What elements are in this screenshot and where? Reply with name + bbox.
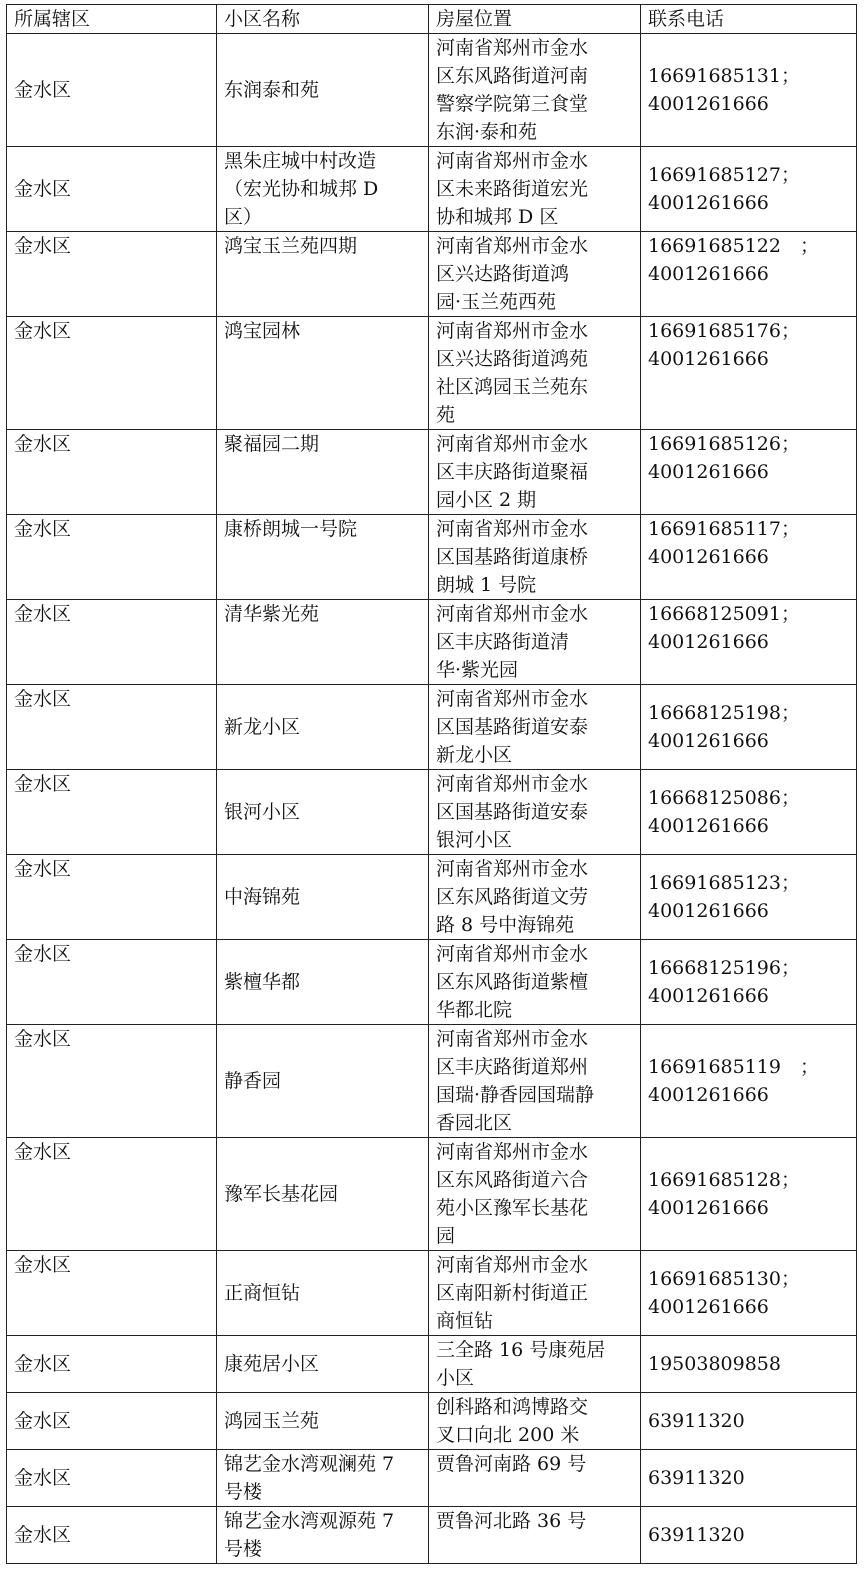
community-name-cell: 鸿宝玉兰苑四期: [217, 232, 429, 317]
table-row: [7, 1393, 857, 1450]
address-cell: 三全路 16 号康苑居 小区: [429, 1336, 641, 1393]
header-address: 房屋位置: [429, 5, 641, 34]
community-name-cell: 豫军长基花园: [217, 1138, 429, 1251]
phone-cell: 16691685122 ； 4001261666: [641, 232, 857, 317]
address-cell: 河南省郑州市金水 区兴达路街道鸿 园·玉兰苑西苑: [429, 232, 641, 317]
district-cell: 金水区: [7, 317, 217, 430]
phone-cell: 16668125091； 4001261666: [641, 600, 857, 685]
housing-table: [6, 4, 857, 1564]
community-name-cell: 紫檀华都: [217, 940, 429, 1025]
address-cell: 河南省郑州市金水 区国基路街道康桥 朗城 1 号院: [429, 515, 641, 600]
district-cell: 金水区: [7, 1450, 217, 1507]
community-name-cell: 黑朱庄城中村改造 （宏光协和城邦 D 区）: [217, 147, 429, 232]
district-cell: 金水区: [7, 685, 217, 770]
table-row: [7, 515, 857, 600]
address-cell: 贾鲁河北路 36 号: [429, 1507, 641, 1564]
phone-cell: 16691685127； 4001261666: [641, 147, 857, 232]
table-row: [7, 1507, 857, 1564]
phone-cell: 16691685119 ； 4001261666: [641, 1025, 857, 1138]
address-cell: 河南省郑州市金水 区东风路街道紫檀 华都北院: [429, 940, 641, 1025]
table-row: [7, 232, 857, 317]
phone-cell: 16691685131； 4001261666: [641, 34, 857, 147]
phone-cell: 16691685130； 4001261666: [641, 1251, 857, 1336]
address-cell: 河南省郑州市金水 区东风路街道文劳 路 8 号中海锦苑: [429, 855, 641, 940]
community-name-cell: 康桥朗城一号院: [217, 515, 429, 600]
table-row: [7, 770, 857, 855]
table-row: [7, 685, 857, 770]
phone-cell: 16691685123； 4001261666: [641, 855, 857, 940]
community-name-cell: 鸿宝园林: [217, 317, 429, 430]
address-cell: 贾鲁河南路 69 号: [429, 1450, 641, 1507]
district-cell: 金水区: [7, 855, 217, 940]
phone-cell: 16691685128； 4001261666: [641, 1138, 857, 1251]
district-cell: 金水区: [7, 1138, 217, 1251]
table-row: [7, 1138, 857, 1251]
table-row: [7, 855, 857, 940]
phone-cell: 16668125086； 4001261666: [641, 770, 857, 855]
address-cell: 河南省郑州市金水 区国基路街道安泰 银河小区: [429, 770, 641, 855]
address-cell: 河南省郑州市金水 区未来路街道宏光 协和城邦 D 区: [429, 147, 641, 232]
phone-cell: 16668125196； 4001261666: [641, 940, 857, 1025]
phone-cell: 19503809858: [641, 1336, 857, 1393]
address-cell: 河南省郑州市金水 区丰庆路街道聚福 园小区 2 期: [429, 430, 641, 515]
community-name-cell: 东润泰和苑: [217, 34, 429, 147]
district-cell: 金水区: [7, 232, 217, 317]
address-cell: 河南省郑州市金水 区丰庆路街道郑州 国瑞·静香园国瑞静 香园北区: [429, 1025, 641, 1138]
phone-cell: 16691685126； 4001261666: [641, 430, 857, 515]
district-cell: 金水区: [7, 1251, 217, 1336]
district-cell: 金水区: [7, 940, 217, 1025]
district-cell: 金水区: [7, 770, 217, 855]
table-row: [7, 430, 857, 515]
header-row: [7, 5, 857, 34]
table-row: [7, 1025, 857, 1138]
address-cell: 创科路和鸿博路交 叉口向北 200 米: [429, 1393, 641, 1450]
table-row: [7, 940, 857, 1025]
district-cell: 金水区: [7, 34, 217, 147]
address-cell: 河南省郑州市金水 区东风路街道河南 警察学院第三食堂 东润·泰和苑: [429, 34, 641, 147]
phone-cell: 16691685176； 4001261666: [641, 317, 857, 430]
table-row: [7, 147, 857, 232]
district-cell: 金水区: [7, 1336, 217, 1393]
address-cell: 河南省郑州市金水 区丰庆路街道清 华·紫光园: [429, 600, 641, 685]
district-cell: 金水区: [7, 515, 217, 600]
district-cell: 金水区: [7, 430, 217, 515]
district-cell: 金水区: [7, 1025, 217, 1138]
community-name-cell: 锦艺金水湾观澜苑 7 号楼: [217, 1450, 429, 1507]
community-name-cell: 银河小区: [217, 770, 429, 855]
community-name-cell: 锦艺金水湾观源苑 7 号楼: [217, 1507, 429, 1564]
phone-cell: 16691685117； 4001261666: [641, 515, 857, 600]
district-cell: 金水区: [7, 1507, 217, 1564]
table-row: [7, 34, 857, 147]
district-cell: 金水区: [7, 600, 217, 685]
table-row: [7, 1251, 857, 1336]
table-row: [7, 600, 857, 685]
phone-cell: 63911320: [641, 1507, 857, 1564]
phone-cell: 16668125198； 4001261666: [641, 685, 857, 770]
community-name-cell: 静香园: [217, 1025, 429, 1138]
table-row: [7, 317, 857, 430]
address-cell: 河南省郑州市金水 区国基路街道安泰 新龙小区: [429, 685, 641, 770]
table-row: [7, 1336, 857, 1393]
community-name-cell: 康苑居小区: [217, 1336, 429, 1393]
address-cell: 河南省郑州市金水 区南阳新村街道正 商恒钻: [429, 1251, 641, 1336]
community-name-cell: 清华紫光苑: [217, 600, 429, 685]
header-community-name: 小区名称: [217, 5, 429, 34]
header-district: 所属辖区: [7, 5, 217, 34]
address-cell: 河南省郑州市金水 区兴达路街道鸿苑 社区鸿园玉兰苑东 苑: [429, 317, 641, 430]
table-row: [7, 1450, 857, 1507]
phone-cell: 63911320: [641, 1393, 857, 1450]
community-name-cell: 鸿园玉兰苑: [217, 1393, 429, 1450]
community-name-cell: 正商恒钻: [217, 1251, 429, 1336]
phone-cell: 63911320: [641, 1450, 857, 1507]
header-phone: 联系电话: [641, 5, 857, 34]
district-cell: 金水区: [7, 147, 217, 232]
district-cell: 金水区: [7, 1393, 217, 1450]
community-name-cell: 中海锦苑: [217, 855, 429, 940]
community-name-cell: 聚福园二期: [217, 430, 429, 515]
address-cell: 河南省郑州市金水 区东风路街道六合 苑小区豫军长基花 园: [429, 1138, 641, 1251]
community-name-cell: 新龙小区: [217, 685, 429, 770]
